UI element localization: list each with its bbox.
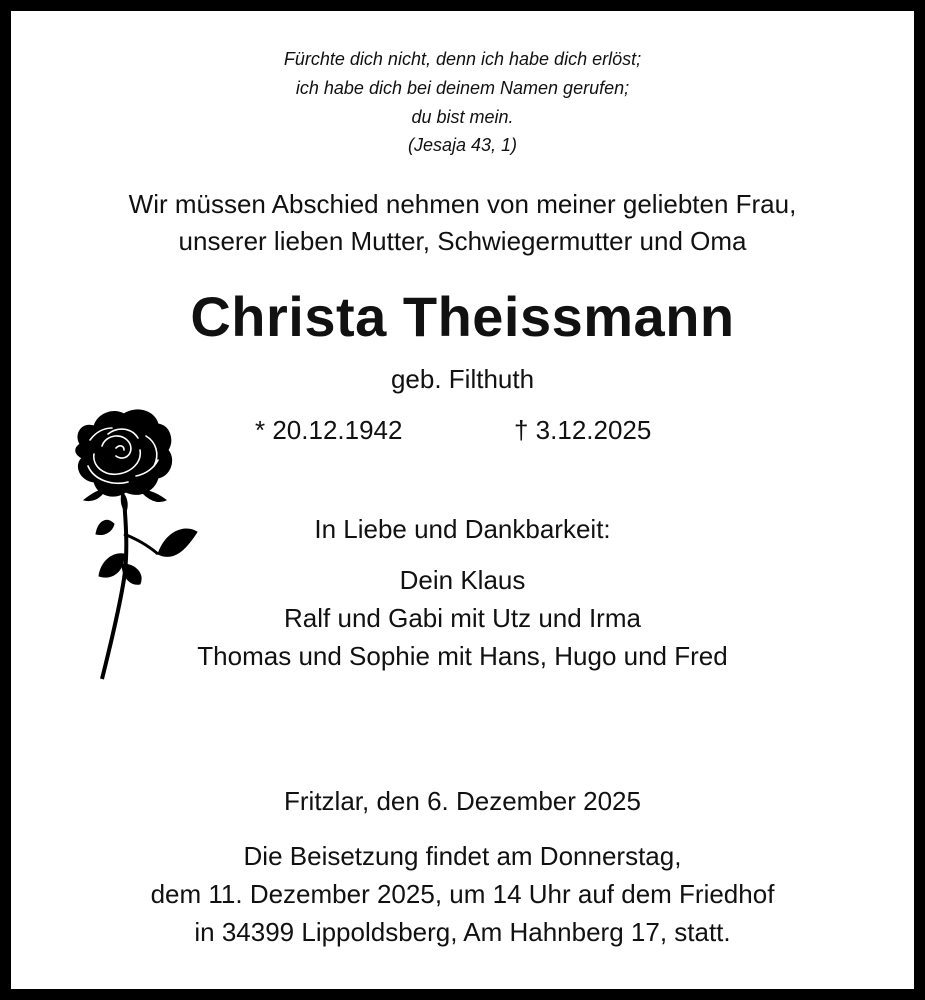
funeral-line: dem 11. Dezember 2025, um 14 Uhr auf dem Friedhof: [150, 879, 775, 909]
mourners-heading: In Liebe und Dankbarkeit:: [314, 514, 611, 544]
deceased-name: Christa Theissmann: [190, 285, 735, 348]
mourner-line: Ralf und Gabi mit Utz und Irma: [284, 603, 641, 633]
verse-line: ich habe dich bei deinem Namen gerufen;: [295, 78, 630, 98]
funeral-line: Die Beisetzung findet am Donnerstag,: [243, 841, 682, 871]
intro-line: unserer lieben Mutter, Schwiegermutter und Oma: [178, 226, 747, 256]
death-date: † 3.12.2025: [514, 415, 652, 445]
mourner-line: Thomas und Sophie mit Hans, Hugo und Fred: [197, 641, 728, 671]
place-date: Fritzlar, den 6. Dezember 2025: [284, 786, 641, 816]
verse-line: du bist mein.: [411, 107, 514, 127]
verse-line: Fürchte dich nicht, denn ich habe dich erlöst;: [283, 49, 642, 69]
obituary-notice: [11, 11, 914, 989]
intro-line: Wir müssen Abschied nehmen von meiner geliebten Frau,: [128, 189, 797, 219]
funeral-line: in 34399 Lippoldsberg, Am Hahnberg 17, statt.: [194, 917, 731, 947]
birth-date: * 20.12.1942: [255, 415, 403, 445]
mourner-line: Dein Klaus: [399, 565, 526, 595]
verse-reference: (Jesaja 43, 1): [407, 135, 518, 155]
maiden-name: geb. Filthuth: [390, 364, 535, 394]
